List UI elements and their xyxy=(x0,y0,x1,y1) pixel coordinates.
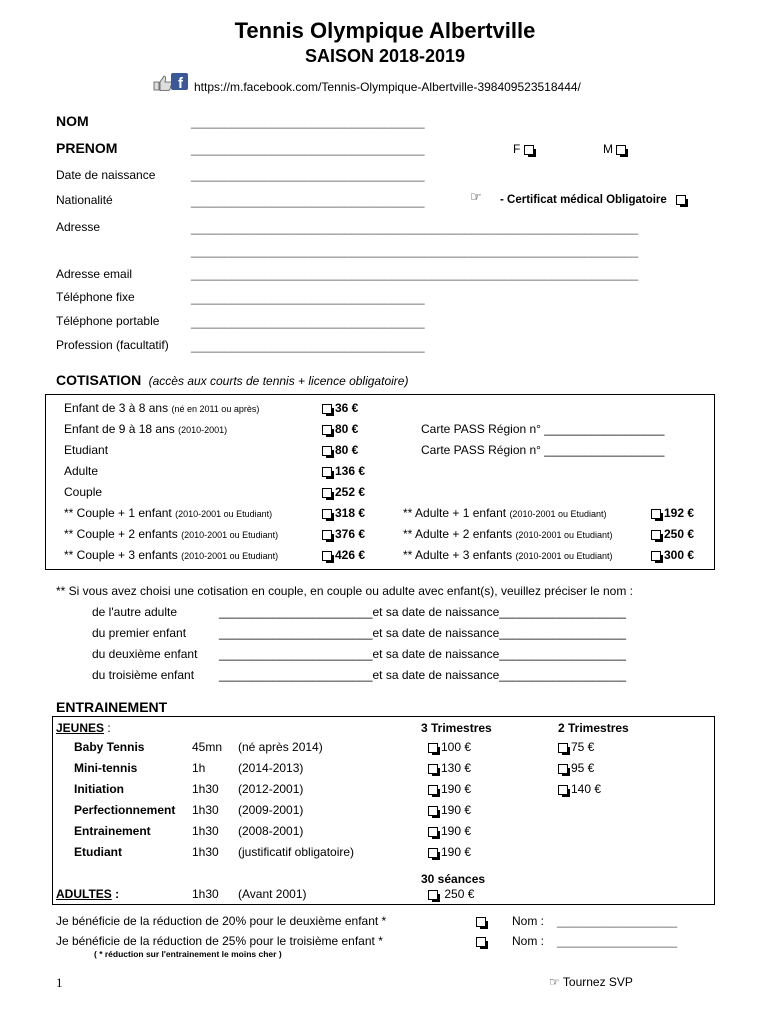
checkbox-icon[interactable] xyxy=(428,743,438,753)
training-years: (2008-2001) xyxy=(238,824,304,838)
cotisation-adult-note: (2010-2001 ou Etudiant) xyxy=(515,551,613,561)
profession-label: Profession (facultatif) xyxy=(56,338,169,352)
prenom-field[interactable]: ___________________________________ xyxy=(191,142,425,156)
cotisation-label: ** Couple + 2 enfants xyxy=(64,527,178,541)
tournez-item xyxy=(549,975,633,989)
training-years: (2014-2013) xyxy=(238,761,304,775)
training-name: Initiation xyxy=(74,782,124,796)
pointing-hand-icon: ☞ xyxy=(549,975,560,989)
training-price-2: 75 € xyxy=(571,740,595,754)
checkbox-icon[interactable] xyxy=(322,488,332,498)
checkbox-icon[interactable] xyxy=(476,917,486,927)
col-2-trimestres: 2 Trimestres xyxy=(558,721,629,735)
training-price-3: 100 € xyxy=(441,740,472,754)
training-price-3-option[interactable] xyxy=(428,845,471,859)
training-price-3: 190 € xyxy=(441,824,472,838)
family-member-field[interactable]: _______________________et sa date de naissance___________________ xyxy=(219,605,627,619)
checkbox-icon[interactable] xyxy=(322,467,332,477)
training-name: Mini-tennis xyxy=(74,761,138,775)
training-years: (2009-2001) xyxy=(238,803,304,817)
checkbox-icon[interactable] xyxy=(322,425,332,435)
cotisation-label: Etudiant xyxy=(64,443,109,457)
cotisation-row-label xyxy=(64,548,278,562)
training-price-3-option[interactable] xyxy=(428,824,471,838)
cotisation-price: 376 € xyxy=(335,527,366,541)
carte-pass-field[interactable]: Carte PASS Région n° __________________ xyxy=(421,422,665,436)
family-member-label: de l'autre adulte xyxy=(92,605,178,619)
cotisation-adult-label: ** Adulte + 1 enfant xyxy=(403,506,507,520)
nationalite-label: Nationalité xyxy=(56,193,113,207)
training-years: (justificatif obligatoire) xyxy=(238,845,355,859)
tel-portable-label: Téléphone portable xyxy=(56,314,160,328)
training-price-2-option[interactable] xyxy=(558,782,601,796)
cotisation-price-option[interactable] xyxy=(322,527,365,541)
email-field[interactable]: ___________________________________________________________________ xyxy=(191,267,639,281)
reduction-note: ( * réduction sur l'entrainement le moins cher ) xyxy=(94,949,282,959)
family-member-field[interactable]: _______________________et sa date de naissance___________________ xyxy=(219,668,627,682)
reduction-25-checkbox[interactable] xyxy=(476,934,489,948)
checkbox-icon[interactable] xyxy=(476,937,486,947)
cotisation-row-label xyxy=(64,443,108,457)
svg-text:f: f xyxy=(178,75,183,92)
checkbox-icon[interactable] xyxy=(676,195,686,205)
cotisation-price-option[interactable] xyxy=(322,422,358,436)
training-price-3-option[interactable] xyxy=(428,782,471,796)
cotisation-adult-note: (2010-2001 ou Etudiant) xyxy=(509,509,607,519)
checkbox-icon[interactable] xyxy=(322,446,332,456)
checkbox-icon[interactable] xyxy=(616,145,626,155)
cotisation-row-label xyxy=(64,422,227,436)
checkbox-icon[interactable] xyxy=(524,145,534,155)
col-3-trimestres: 3 Trimestres xyxy=(421,721,492,735)
cotisation-price: 80 € xyxy=(335,443,359,457)
checkbox-icon[interactable] xyxy=(428,785,438,795)
training-price-3-option[interactable] xyxy=(428,803,471,817)
entrainement-title: ENTRAINEMENT xyxy=(56,699,168,715)
training-price-3-option[interactable] xyxy=(428,761,471,775)
cotisation-adult-label: ** Adulte + 2 enfants xyxy=(403,527,513,541)
cotisation-label: Adulte xyxy=(64,464,99,478)
cotisation-price: 426 € xyxy=(335,548,366,562)
adultes-label: ADULTES xyxy=(56,887,112,901)
cotisation-note: (né en 2011 ou après) xyxy=(171,404,260,414)
cotisation-adult-row-label xyxy=(403,506,607,520)
cotisation-price: 36 € xyxy=(335,401,359,415)
certificat-item[interactable] xyxy=(500,194,689,206)
cotisation-price-option[interactable] xyxy=(322,401,358,415)
reduction-20-nom-field[interactable]: __________________ xyxy=(557,914,678,928)
cotisation-price-option[interactable] xyxy=(322,443,358,457)
adultes-heading xyxy=(56,887,119,901)
sex-f-option[interactable] xyxy=(513,142,537,156)
page-number: 1 xyxy=(56,975,63,990)
adresse-field-1[interactable]: ___________________________________________________________________ xyxy=(191,221,639,235)
carte-pass-field[interactable]: Carte PASS Région n° __________________ xyxy=(421,443,665,457)
checkbox-icon[interactable] xyxy=(428,827,438,837)
pointing-hand-icon: ☞ xyxy=(470,189,482,204)
training-years: (né après 2014) xyxy=(238,740,323,754)
checkbox-icon[interactable] xyxy=(651,530,661,540)
checkbox-icon[interactable] xyxy=(558,764,568,774)
jeunes-heading xyxy=(56,721,111,735)
date-naissance-label: Date de naissance xyxy=(56,168,156,182)
training-price-2: 140 € xyxy=(571,782,602,796)
checkbox-icon[interactable] xyxy=(428,764,438,774)
tel-fixe-label: Téléphone fixe xyxy=(56,290,135,304)
training-price-3: 190 € xyxy=(441,803,472,817)
training-price-2-option[interactable] xyxy=(558,761,594,775)
training-duration: 1h30 xyxy=(192,803,219,817)
family-intro: ** Si vous avez choisi une cotisation en couple, en couple ou adulte avec enfant(s), veuillez préciser le nom : xyxy=(56,584,633,598)
cotisation-row-label xyxy=(64,506,272,520)
checkbox-icon[interactable] xyxy=(322,530,332,540)
sex-m-option[interactable] xyxy=(603,142,629,156)
checkbox-icon[interactable] xyxy=(322,551,332,561)
training-price-2: 95 € xyxy=(571,761,595,775)
training-duration: 45mn xyxy=(192,740,223,754)
cotisation-adult-row-label xyxy=(403,548,613,562)
adultes-price-option[interactable] xyxy=(428,887,474,901)
cotisation-price-option[interactable] xyxy=(322,464,365,478)
training-duration: 1h xyxy=(192,761,206,775)
facebook-url[interactable]: https://m.facebook.com/Tennis-Olympique-Albertville-398409523518444/ xyxy=(194,80,581,94)
cotisation-note: (2010-2001 ou Etudiant) xyxy=(181,530,279,540)
seances-label: 30 séances xyxy=(421,872,486,886)
reduction-25-label: Je bénéficie de la réduction de 25% pour le troisième enfant * xyxy=(56,934,383,948)
tournez-label: Tournez SVP xyxy=(562,975,633,989)
cotisation-price: 252 € xyxy=(335,485,366,499)
cotisation-label: Enfant de 3 à 8 ans xyxy=(64,401,169,415)
tel-portable-field[interactable]: ___________________________________ xyxy=(191,315,425,329)
reduction-25-nom-label: Nom : xyxy=(512,934,545,948)
cotisation-row-label xyxy=(64,485,102,499)
training-duration: 1h30 xyxy=(192,782,219,796)
cotisation-note: (2010-2001 ou Etudiant) xyxy=(175,509,273,519)
cotisation-adult-price: 300 € xyxy=(664,548,695,562)
adresse-field-2[interactable]: ___________________________________________________________________ xyxy=(191,244,639,258)
facebook-like-icon xyxy=(152,72,190,95)
checkbox-icon[interactable] xyxy=(558,743,568,753)
nationalite-field[interactable]: ___________________________________ xyxy=(191,194,425,208)
cotisation-adult-price: 192 € xyxy=(664,506,695,520)
checkbox-icon[interactable] xyxy=(651,551,661,561)
cotisation-adult-row-label xyxy=(403,527,613,541)
cotisation-note: (2010-2001) xyxy=(178,425,228,435)
checkbox-icon[interactable] xyxy=(428,806,438,816)
training-price-3: 190 € xyxy=(441,782,472,796)
training-price-3: 190 € xyxy=(441,845,472,859)
cotisation-frame xyxy=(45,394,715,570)
checkbox-icon[interactable] xyxy=(428,890,438,900)
reduction-20-label: Je bénéficie de la réduction de 20% pour le deuxième enfant * xyxy=(56,914,387,928)
training-name: Entrainement xyxy=(74,824,151,838)
training-duration: 1h30 xyxy=(192,824,219,838)
cotisation-label: ** Couple + 3 enfants xyxy=(64,548,178,562)
sex-f-label: F xyxy=(513,142,521,156)
checkbox-icon[interactable] xyxy=(322,509,332,519)
cotisation-label: Couple xyxy=(64,485,103,499)
cotisation-adult-note: (2010-2001 ou Etudiant) xyxy=(515,530,613,540)
training-name: Baby Tennis xyxy=(74,740,145,754)
cotisation-note: (2010-2001 ou Etudiant) xyxy=(181,551,279,561)
jeunes-colon: : xyxy=(104,721,111,735)
cotisation-label: ** Couple + 1 enfant xyxy=(64,506,172,520)
reduction-20-nom-label: Nom : xyxy=(512,914,545,928)
cotisation-price-option[interactable] xyxy=(322,548,365,562)
cotisation-adult-label: ** Adulte + 3 enfants xyxy=(403,548,513,562)
adultes-duration: 1h30 xyxy=(192,887,219,901)
profession-field[interactable]: ___________________________________ xyxy=(191,339,425,353)
cotisation-row-label xyxy=(64,527,278,541)
adultes-colon: : xyxy=(111,887,120,901)
cotisation-title: COTISATION xyxy=(56,372,142,388)
season-title: SAISON 2018-2019 xyxy=(304,46,466,66)
cotisation-row-label xyxy=(64,401,259,415)
adultes-price: 250 € xyxy=(444,887,475,901)
cotisation-row-label xyxy=(64,464,98,478)
cotisation-adult-price-option[interactable] xyxy=(651,506,694,520)
reduction-25-nom-field[interactable]: __________________ xyxy=(557,934,678,948)
training-price-3-option[interactable] xyxy=(428,740,471,754)
date-naissance-field[interactable]: ___________________________________ xyxy=(191,168,425,182)
prenom-label: PRENOM xyxy=(56,140,118,156)
training-price-3: 130 € xyxy=(441,761,472,775)
tel-fixe-field[interactable]: ___________________________________ xyxy=(191,291,425,305)
cotisation-adult-price-option[interactable] xyxy=(651,527,694,541)
cotisation-price: 318 € xyxy=(335,506,366,520)
nom-field[interactable]: ___________________________________ xyxy=(191,115,425,129)
training-duration: 1h30 xyxy=(192,845,219,859)
checkbox-icon[interactable] xyxy=(322,404,332,414)
email-label: Adresse email xyxy=(56,267,133,281)
family-member-field[interactable]: _______________________et sa date de naissance___________________ xyxy=(219,647,627,661)
training-name: Etudiant xyxy=(74,845,122,859)
adresse-label: Adresse xyxy=(56,220,101,234)
cotisation-price-option[interactable] xyxy=(322,506,365,520)
adultes-years: (Avant 2001) xyxy=(238,887,307,901)
training-years: (2012-2001) xyxy=(238,782,304,796)
jeunes-label: JEUNES xyxy=(56,721,105,735)
checkbox-icon[interactable] xyxy=(558,785,568,795)
family-member-label: du troisième enfant xyxy=(92,668,195,682)
training-price-2-option[interactable] xyxy=(558,740,594,754)
training-name: Perfectionnement xyxy=(74,803,176,817)
checkbox-icon[interactable] xyxy=(428,848,438,858)
page-title: Tennis Olympique Albertville xyxy=(234,18,536,43)
cotisation-adult-price-option[interactable] xyxy=(651,548,694,562)
cotisation-adult-price: 250 € xyxy=(664,527,695,541)
cotisation-price-option[interactable] xyxy=(322,485,365,499)
nom-label: NOM xyxy=(56,113,89,129)
cotisation-heading xyxy=(56,372,408,388)
family-member-label: du premier enfant xyxy=(92,626,187,640)
cotisation-subtitle: (accès aux courts de tennis + licence obligatoire) xyxy=(148,374,409,388)
cotisation-price: 80 € xyxy=(335,422,359,436)
reduction-20-checkbox[interactable] xyxy=(476,914,489,928)
cotisation-label: Enfant de 9 à 18 ans xyxy=(64,422,175,436)
family-member-field[interactable]: _______________________et sa date de naissance___________________ xyxy=(219,626,627,640)
cotisation-price: 136 € xyxy=(335,464,366,478)
family-member-label: du deuxième enfant xyxy=(92,647,198,661)
sex-m-label: M xyxy=(603,142,613,156)
certificat-label: - Certificat médical Obligatoire xyxy=(500,194,667,206)
checkbox-icon[interactable] xyxy=(651,509,661,519)
